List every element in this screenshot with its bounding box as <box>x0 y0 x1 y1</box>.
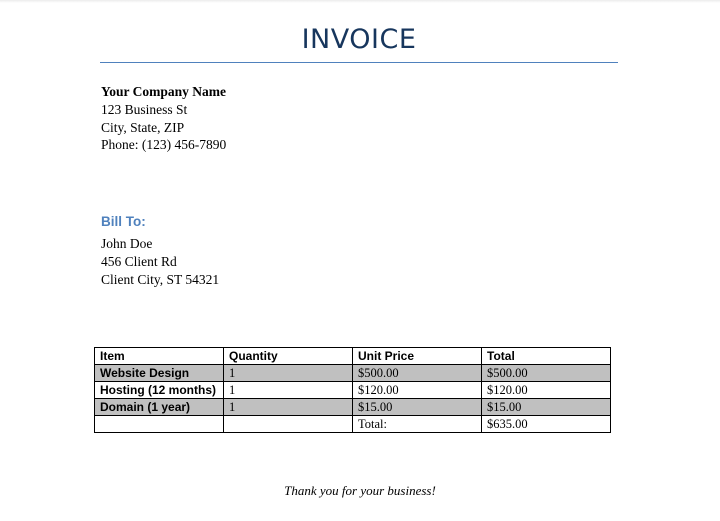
client-info <box>101 235 219 288</box>
invoice-items-table <box>94 347 611 433</box>
client-address: 456 Client Rd <box>101 253 177 269</box>
total-row-empty-quantity <box>224 416 353 433</box>
thank-you-note: Thank you for your business! <box>284 483 436 498</box>
bill-to-heading: Bill To: <box>101 214 146 229</box>
company-phone: Phone: (123) 456-7890 <box>101 137 227 153</box>
header-unit-price: Unit Price <box>353 348 482 365</box>
company-address: 123 Business St <box>101 101 188 117</box>
item-name: Domain (1 year) <box>95 399 224 416</box>
client-name: John Doe <box>101 236 153 251</box>
client-city-line: Client City, ST 54321 <box>101 271 220 287</box>
title-divider <box>100 62 618 63</box>
grand-total: $635.00 <box>482 416 611 433</box>
total-label: Total: <box>353 416 482 433</box>
total-row <box>95 416 611 433</box>
page-top-edge <box>0 0 720 3</box>
company-info <box>101 83 226 154</box>
header-quantity: Quantity <box>224 348 353 365</box>
item-name: Hosting (12 months) <box>95 382 224 399</box>
company-city-line: City, State, ZIP <box>101 119 185 135</box>
item-unit-price: $15.00 <box>353 399 482 416</box>
total-row-empty-item <box>95 416 224 433</box>
invoice-title: INVOICE <box>301 24 417 55</box>
company-name: Your Company Name <box>101 84 227 99</box>
item-name: Website Design <box>95 365 224 382</box>
header-item: Item <box>95 348 224 365</box>
table-row <box>95 365 611 382</box>
header-total: Total <box>482 348 611 365</box>
item-total: $120.00 <box>482 382 611 399</box>
item-unit-price: $500.00 <box>353 365 482 382</box>
table-row <box>95 399 611 416</box>
item-total: $15.00 <box>482 399 611 416</box>
item-quantity: 1 <box>224 365 353 382</box>
item-total: $500.00 <box>482 365 611 382</box>
table-row <box>95 382 611 399</box>
item-quantity: 1 <box>224 382 353 399</box>
table-header-row <box>95 348 611 365</box>
item-quantity: 1 <box>224 399 353 416</box>
item-unit-price: $120.00 <box>353 382 482 399</box>
